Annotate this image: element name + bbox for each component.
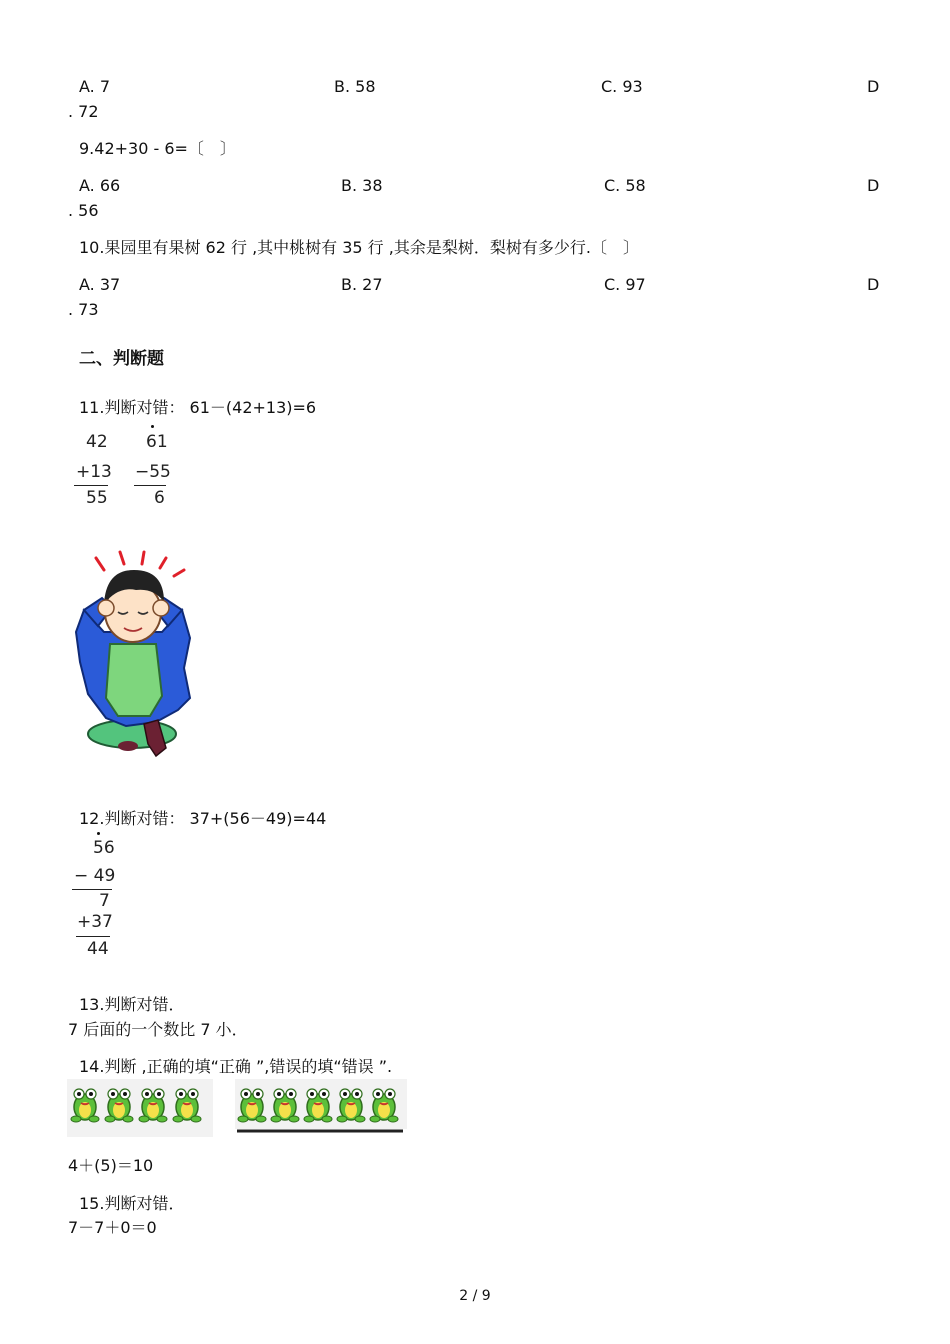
q9-question: 9.42+30 - 6=〔 〕 xyxy=(79,139,236,158)
frog-icon xyxy=(337,1089,365,1122)
q14-question: 14.判断 ,正确的填“正确 ”,错误的填“错误 ”. xyxy=(79,1057,393,1076)
q12-question: 12.判断对错： 37+(56－49)=44 xyxy=(79,809,327,828)
page-number: 2 / 9 xyxy=(459,1288,491,1304)
frogs-illustration xyxy=(67,1079,407,1137)
q9-option-c: C. 58 xyxy=(604,176,646,195)
calc-number: 61 xyxy=(146,432,168,452)
q9-option-d: D xyxy=(867,176,880,195)
q10-option-c: C. 97 xyxy=(604,275,646,294)
frog-icon xyxy=(370,1089,398,1122)
q9-option-a: A. 66 xyxy=(79,176,121,195)
frog-icon xyxy=(304,1089,332,1122)
q11-question: 11.判断对错： 61－(42+13)=6 xyxy=(79,398,317,417)
q10-option-d-value: . 73 xyxy=(68,300,99,319)
calc-number: 56 xyxy=(93,838,115,858)
calc-line xyxy=(72,889,112,890)
q8-option-d: D xyxy=(867,77,880,96)
calc-number: − 49 xyxy=(74,866,116,886)
frog-icon xyxy=(139,1089,167,1122)
q10-option-a: A. 37 xyxy=(79,275,121,294)
calc-number: −55 xyxy=(135,462,171,482)
frog-icon xyxy=(71,1089,99,1122)
q9-option-b: B. 38 xyxy=(341,176,383,195)
q8-option-d-value: . 72 xyxy=(68,102,99,121)
calc-line xyxy=(76,936,110,937)
q13-question: 13.判断对错． xyxy=(79,995,185,1014)
q10-option-b: B. 27 xyxy=(341,275,383,294)
frog-icon xyxy=(238,1089,266,1122)
calc-number: 42 xyxy=(86,432,108,452)
borrow-dot xyxy=(97,832,100,835)
q10-question: 10.果园里有果树 62 行 ,其中桃树有 35 行 ,其余是梨树．梨树有多少行.〔 〕 xyxy=(79,238,639,257)
calc-result: 7 xyxy=(99,891,110,911)
q10-option-d: D xyxy=(867,275,880,294)
calc-result: 55 xyxy=(86,488,108,508)
q15-equation: 7－7＋0＝0 xyxy=(68,1218,157,1237)
calc-line xyxy=(74,485,108,486)
frog-icon xyxy=(173,1089,201,1122)
frog-icon xyxy=(105,1089,133,1122)
frog-icon xyxy=(271,1089,299,1122)
thinking-boy-illustration xyxy=(66,548,200,760)
calc-line xyxy=(134,485,166,486)
q13-statement: 7 后面的一个数比 7 小． xyxy=(68,1020,248,1039)
section-title: 二、判断题 xyxy=(79,349,164,369)
q8-option-a: A. 7 xyxy=(79,77,111,96)
q14-equation: 4＋(5)＝10 xyxy=(68,1156,154,1175)
calc-result: 44 xyxy=(87,939,109,959)
calc-result: 6 xyxy=(154,488,165,508)
q9-option-d-value: . 56 xyxy=(68,201,99,220)
q15-question: 15.判断对错． xyxy=(79,1194,185,1213)
q8-option-c: C. 93 xyxy=(601,77,643,96)
calc-number: +37 xyxy=(77,912,113,932)
borrow-dot xyxy=(151,425,154,428)
q8-option-b: B. 58 xyxy=(334,77,376,96)
calc-number: +13 xyxy=(76,462,112,482)
